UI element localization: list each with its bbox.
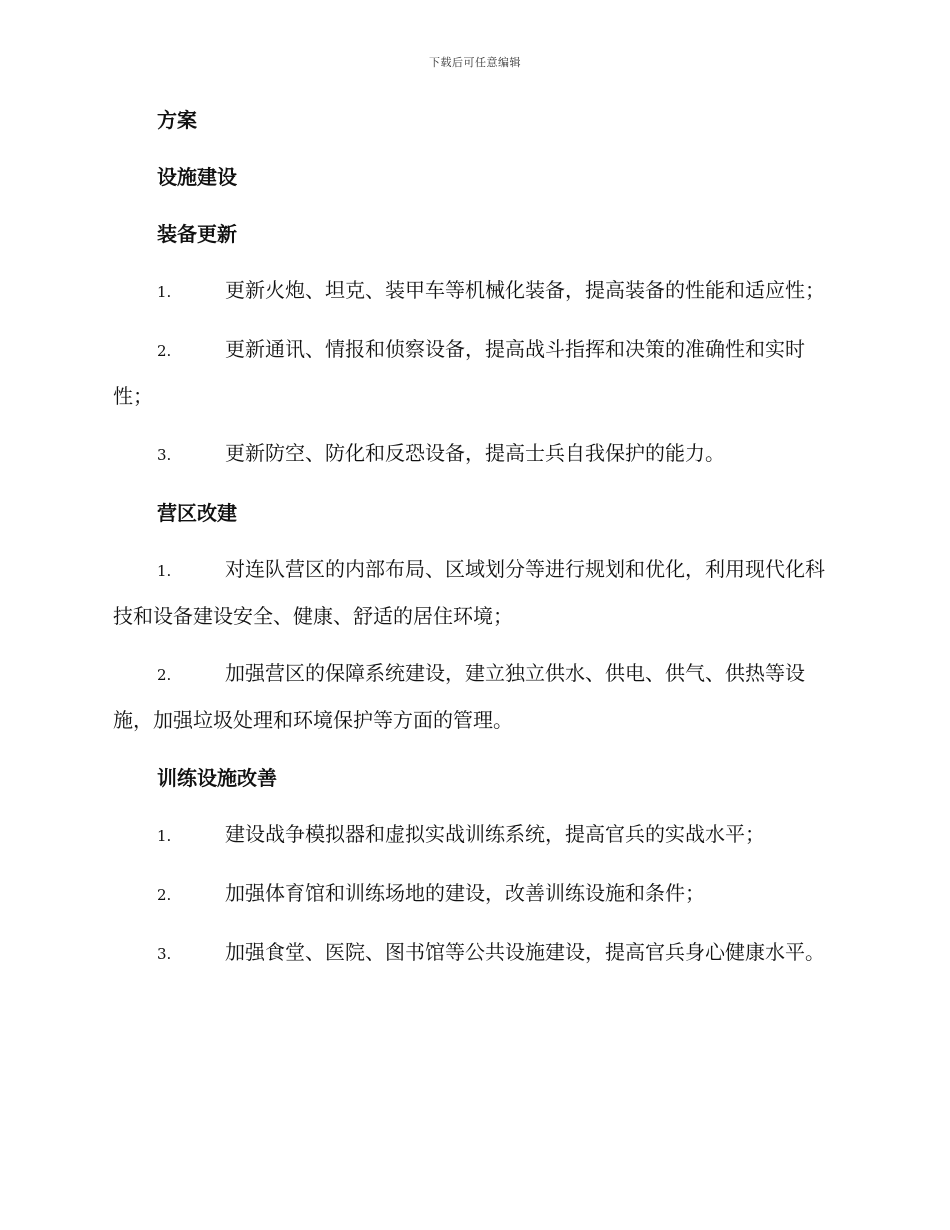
list-item xyxy=(113,268,837,315)
item-text: 更新通讯、情报和侦察设备，提高战斗指挥和决策的准确性和实时性； xyxy=(113,337,805,408)
section-title-camp: 营区改建 xyxy=(157,501,237,525)
item-text: 加强营区的保障系统建设，建立独立供水、供电、供气、供热等设施，加强垃圾处理和环境保护等方面的管理。 xyxy=(113,661,805,732)
item-text: 建设战争模拟器和虚拟实战训练系统，提高官兵的实战水平； xyxy=(225,822,765,846)
document-body xyxy=(113,108,837,1000)
list-item xyxy=(113,812,837,859)
item-text: 加强体育馆和训练场地的建设，改善训练设施和条件； xyxy=(225,881,705,905)
item-text: 加强食堂、医院、图书馆等公共设施建设，提高官兵身心健康水平。 xyxy=(225,940,825,964)
list-item xyxy=(113,431,837,478)
item-number: 1. xyxy=(157,562,172,580)
item-number: 1. xyxy=(157,283,172,301)
item-text: 更新火炮、坦克、装甲车等机械化装备，提高装备的性能和适应性； xyxy=(225,278,825,302)
list-item xyxy=(113,547,837,639)
item-number: 1. xyxy=(157,827,172,845)
item-number: 2. xyxy=(157,342,172,360)
item-number: 2. xyxy=(157,666,172,684)
list-item xyxy=(113,930,837,977)
page-header-note: 下载后可任意编辑 xyxy=(429,56,521,69)
item-number: 2. xyxy=(157,886,172,904)
item-number: 3. xyxy=(157,945,172,963)
section-title-equipment: 装备更新 xyxy=(157,222,237,246)
list-item xyxy=(113,871,837,918)
list-item xyxy=(113,327,837,419)
heading-facilities: 设施建设 xyxy=(157,165,237,189)
item-number: 3. xyxy=(157,446,172,464)
item-text: 对连队营区的内部布局、区域划分等进行规划和优化，利用现代化科技和设备建设安全、健康、舒适的居住环境； xyxy=(113,557,825,628)
section-title-training: 训练设施改善 xyxy=(157,766,277,790)
heading-plan: 方案 xyxy=(157,108,197,132)
item-text: 更新防空、防化和反恐设备，提高士兵自我保护的能力。 xyxy=(225,441,725,465)
list-item xyxy=(113,651,837,743)
